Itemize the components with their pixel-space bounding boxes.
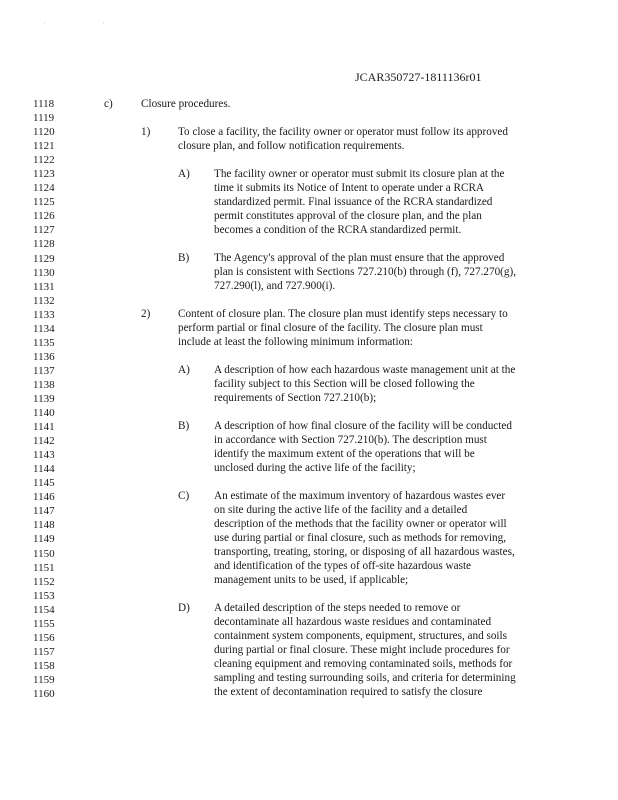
- scan-marks: ' ': [44, 22, 132, 28]
- line-number: 1126: [33, 210, 55, 223]
- item-2-d-label: D): [178, 602, 190, 614]
- text-line: include at least the following minimum information:: [178, 336, 413, 349]
- text-line: transporting, treating, storing, or disposing of all hazardous wastes,: [214, 546, 515, 559]
- text-line: A description of how each hazardous waste management unit at the: [214, 364, 516, 376]
- text-line: An estimate of the maximum inventory of hazardous wastes ever: [214, 490, 506, 502]
- text-line: description of the methods that the facility owner or operator will: [214, 518, 507, 531]
- line-number: 1146: [33, 491, 55, 504]
- line-number: 1152: [33, 575, 55, 588]
- line-number: 1156: [33, 631, 55, 644]
- line-number: 1127: [33, 224, 55, 237]
- text-line: plan is consistent with Sections 727.210(b) through (f), 727.270(g),: [214, 266, 517, 279]
- line-number: 1154: [33, 603, 55, 616]
- line-number-column: [33, 97, 55, 701]
- line-number: 1124: [33, 182, 55, 195]
- line-number: 1135: [33, 336, 55, 349]
- line-number: 1158: [33, 659, 55, 672]
- text-line: standardized permit. Final issuance of the RCRA standardized: [214, 196, 493, 209]
- text-line: Content of closure plan. The closure plan must identify steps necessary to: [178, 308, 508, 320]
- text-line: Closure procedures.: [141, 98, 231, 110]
- document-id-header: JCAR350727-1811136r01: [355, 70, 482, 84]
- item-2-b-label: B): [178, 420, 190, 432]
- text-line: To close a facility, the facility owner or operator must follow its approved: [178, 126, 508, 138]
- line-number: 1144: [33, 463, 55, 476]
- line-number: 1118: [33, 98, 55, 110]
- line-number: 1120: [33, 126, 55, 139]
- item-2-c-text: [214, 489, 515, 587]
- line-number: 1143: [33, 449, 55, 462]
- text-line: A description of how final closure of the facility will be conducted: [214, 420, 512, 432]
- line-number: 1153: [33, 589, 55, 602]
- line-number: 1160: [33, 687, 55, 700]
- text-line: the extent of decontamination required to satisfy the closure: [214, 686, 483, 699]
- text-line: perform partial or final closure of the facility. The closure plan must: [178, 322, 483, 335]
- line-number: 1121: [33, 140, 55, 153]
- line-number: 1119: [33, 112, 55, 125]
- text-line: The Agency's approval of the plan must ensure that the approved: [214, 252, 505, 264]
- line-number: 1159: [33, 673, 55, 686]
- text-line: time it submits its Notice of Intent to operate under a RCRA: [214, 182, 485, 195]
- text-line: closure plan, and follow notification requirements.: [178, 140, 405, 153]
- line-number: 1138: [33, 378, 55, 391]
- line-number: 1122: [33, 154, 55, 167]
- line-number: 1137: [33, 364, 55, 377]
- text-line: permit constitutes approval of the closure plan, and the plan: [214, 210, 482, 223]
- item-2-c-label: C): [178, 490, 190, 502]
- item-1-b-label: B): [178, 252, 190, 264]
- text-line: requirements of Section 727.210(b);: [214, 392, 377, 405]
- text-line: becomes a condition of the RCRA standardized permit.: [214, 224, 462, 237]
- item-2-a-label: A): [178, 364, 190, 376]
- line-number: 1145: [33, 477, 55, 490]
- line-number: 1130: [33, 266, 55, 279]
- line-number: 1139: [33, 392, 55, 405]
- item-1-a-label: A): [178, 168, 190, 180]
- line-number: 1123: [33, 168, 55, 181]
- line-number: 1142: [33, 435, 55, 448]
- line-number: 1147: [33, 505, 55, 518]
- item-2-d-text: [214, 601, 516, 699]
- line-number: 1148: [33, 519, 55, 532]
- text-line: identify the maximum extent of the operations that will be: [214, 448, 475, 461]
- text-line: The facility owner or operator must submit its closure plan at the: [214, 168, 505, 180]
- section-c-label: c): [104, 98, 113, 110]
- text-line: in accordance with Section 727.210(b). The description must: [214, 434, 487, 447]
- item-2-label: 2): [141, 308, 151, 320]
- text-line: cleaning equipment and removing contaminated soils, methods for: [214, 658, 513, 671]
- item-1-b-text: [214, 251, 516, 293]
- line-number: 1129: [33, 252, 55, 265]
- text-line: A detailed description of the steps needed to remove or: [214, 602, 461, 614]
- line-number: 1149: [33, 533, 55, 546]
- text-line: during partial or final closure. These might include procedures for: [214, 644, 510, 657]
- line-number: 1151: [33, 561, 55, 574]
- text-line: unclosed during the active life of the facility;: [214, 462, 416, 475]
- text-line: sampling and testing surrounding soils, and criteria for determining: [214, 672, 516, 685]
- item-1-a-text: [214, 167, 505, 237]
- line-number: 1136: [33, 350, 55, 363]
- line-number: 1134: [33, 322, 55, 335]
- line-number: 1155: [33, 617, 55, 630]
- line-number: 1128: [33, 238, 55, 251]
- line-number: 1125: [33, 196, 55, 209]
- line-number: 1150: [33, 547, 55, 560]
- item-2-a-text: [214, 363, 515, 405]
- line-number: 1131: [33, 280, 55, 293]
- line-number: 1141: [33, 421, 55, 434]
- item-2-text: [178, 307, 508, 349]
- text-line: management units to be used, if applicable;: [214, 574, 409, 587]
- item-1-label: 1): [141, 126, 151, 138]
- text-line: decontaminate all hazardous waste residues and contaminated: [214, 616, 492, 629]
- text-line: use during partial or final closure, such as methods for removing,: [214, 532, 507, 545]
- line-number: 1133: [33, 308, 55, 321]
- line-number: 1140: [33, 407, 55, 420]
- section-c-heading: [141, 97, 230, 111]
- item-2-b-text: [214, 419, 512, 475]
- text-line: containment system components, equipment, structures, and soils: [214, 630, 507, 643]
- text-line: on site during the active life of the facility and a detailed: [214, 504, 468, 517]
- text-line: facility subject to this Section will be closed following the: [214, 378, 475, 391]
- line-number: 1157: [33, 645, 55, 658]
- item-1-text: [178, 125, 508, 153]
- text-line: and identification of the types of off-site hazardous waste: [214, 560, 472, 573]
- text-line: 727.290(l), and 727.900(i).: [214, 280, 336, 293]
- line-number: 1132: [33, 294, 55, 307]
